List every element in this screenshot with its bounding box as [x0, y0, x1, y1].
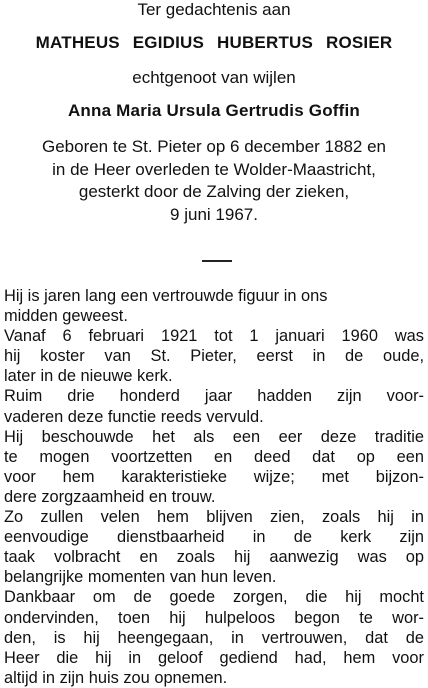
- body-line: Heer die hij in geloof gediend had, hem voor: [4, 648, 424, 667]
- body-line: belangrijke momenten van hun leven.: [4, 568, 277, 587]
- deceased-name: MATHEUS EGIDIUS HUBERTUS ROSIER: [35, 33, 393, 52]
- bio-line: Geboren te St. Pieter op 6 december 1882 en: [41, 137, 386, 156]
- body-line: te mogen voortzetten en deed dat op een: [4, 447, 424, 466]
- body-text: [4, 286, 424, 688]
- body-line: vaderen deze functie reeds vervuld.: [4, 407, 264, 426]
- body-line: Hij is jaren lang een vertrouwde figuur in ons: [4, 287, 328, 305]
- body-line: eenvoudige dienstbaarheid in de kerk zijn: [4, 528, 424, 547]
- body-line: den, is hij heengegaan, in vertrouwen, dat de: [4, 628, 424, 647]
- body-line: hij koster van St. Pieter, eerst in de oude,: [4, 347, 424, 366]
- body-line: taak volbracht en zoals hij aanwezig was op: [4, 548, 424, 567]
- body-line: midden geweest.: [4, 307, 128, 326]
- body-line: ondervinden, toen hij hulpeloos begon te wor-: [4, 608, 424, 627]
- bio-block: [0, 136, 428, 226]
- body-line: later in de nieuwe kerk.: [4, 367, 173, 386]
- memorial-intro: Ter gedachtenis aan: [137, 0, 291, 19]
- body-line: Ruim drie honderd jaar hadden zijn voor-: [4, 387, 424, 406]
- divider: [202, 260, 232, 262]
- body-line: Hij beschouwde het als een eer deze traditie: [4, 427, 424, 446]
- body-line: altijd in zijn huis zou opnemen.: [4, 668, 228, 687]
- bio-line: in de Heer overleden te Wolder-Maastricht,: [52, 159, 376, 179]
- bio-line: gesterkt door de Zalving der zieken,: [78, 182, 350, 201]
- body-line: Zo zullen velen hem blijven zien, zoals hij in: [4, 508, 424, 527]
- body-line: dere zorgzaamheid en trouw.: [4, 487, 216, 506]
- spouse-name: Anna Maria Ursula Gertrudis Goffin: [67, 101, 361, 120]
- bio-line: 9 juni 1967.: [170, 204, 258, 224]
- body-line: voor hem karakteristieke wijze; met bijzon-: [4, 467, 424, 486]
- spouse-intro: echtgenoot van wijlen: [132, 68, 296, 87]
- body-line: Vanaf 6 februari 1921 tot 1 januari 1960 was: [4, 327, 424, 346]
- body-line: Dankbaar om de goede zorgen, die hij mocht: [4, 588, 424, 607]
